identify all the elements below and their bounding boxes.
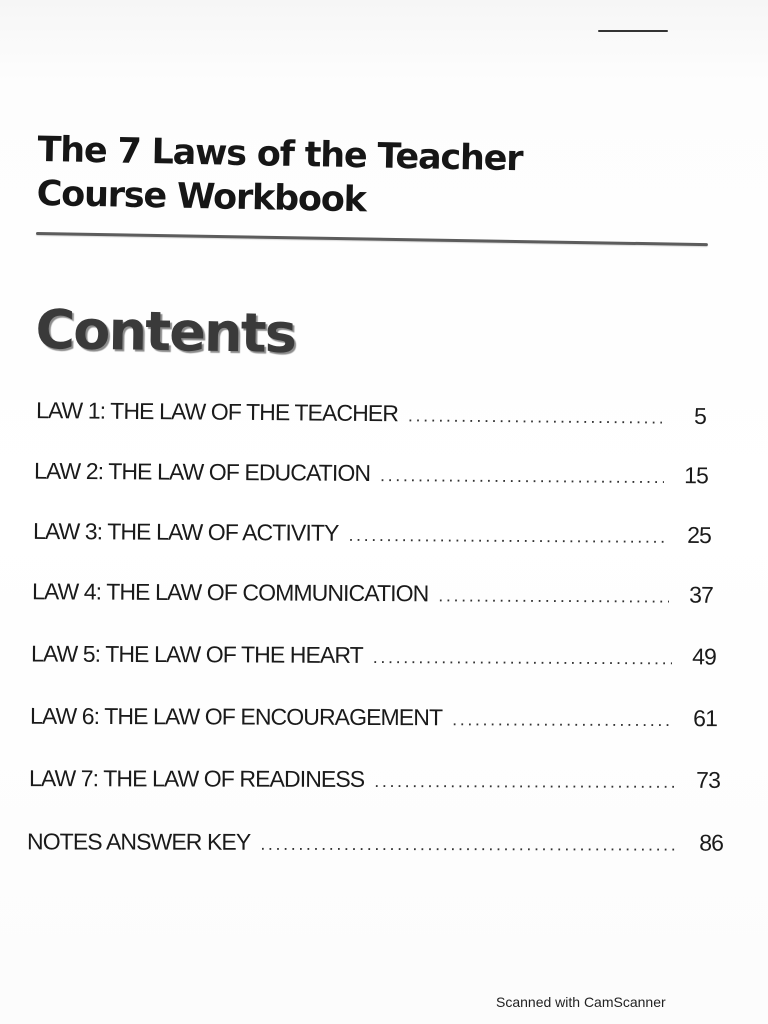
toc-entry-page: 73 <box>696 766 721 793</box>
toc-entry-law-1 <box>36 397 706 430</box>
toc-leader-dots <box>408 405 662 428</box>
toc-entry-law-6 <box>30 703 717 732</box>
toc-entry-page: 25 <box>687 521 712 549</box>
toc-entry-page: 37 <box>689 581 714 608</box>
toc-leader-dots <box>374 771 676 793</box>
toc-entry-page: 49 <box>692 643 717 670</box>
toc-entry-page: 61 <box>693 705 718 732</box>
toc-entry-page: 15 <box>684 462 709 489</box>
toc-entry-label: LAW 4: THE LAW OF COMMUNICATION <box>31 578 429 607</box>
title-line-2: Course Workbook <box>36 173 367 221</box>
toc-leader-dots <box>438 585 669 607</box>
toc-leader-dots <box>373 647 672 669</box>
toc-entry-label: NOTES ANSWER KEY <box>26 828 251 855</box>
toc-entry-law-4 <box>32 578 713 609</box>
toc-entry-page: 5 <box>693 402 707 429</box>
scanner-watermark: Scanned with CamScanner <box>496 994 666 1010</box>
toc-entry-notes-answer-key <box>27 828 723 856</box>
toc-entry-label: LAW 1: THE LAW OF THE TEACHER <box>35 397 399 427</box>
toc-entry-law-2 <box>34 458 708 490</box>
toc-entry-label: LAW 3: THE LAW OF ACTIVITY <box>32 517 339 546</box>
title-line-1: The 7 Laws of the Teacher <box>37 129 523 180</box>
contents-heading: Contents <box>35 298 296 366</box>
toc-leader-dots <box>348 525 667 548</box>
toc-leader-dots <box>380 465 664 488</box>
toc-entry-label: LAW 6: THE LAW OF ENCOURAGEMENT <box>29 702 443 731</box>
toc-entry-page: 86 <box>699 829 724 856</box>
toc-entry-law-5 <box>31 641 716 671</box>
toc-entry-law-3 <box>33 518 711 549</box>
toc-entry-label: LAW 5: THE LAW OF THE HEART <box>30 640 363 668</box>
toc-leader-dots <box>452 709 673 731</box>
toc-leader-dots <box>260 834 679 856</box>
toc-entry-label: LAW 7: THE LAW OF READINESS <box>28 765 365 792</box>
toc-entry-label: LAW 2: THE LAW OF EDUCATION <box>33 457 371 486</box>
toc-entry-law-7 <box>29 765 720 794</box>
